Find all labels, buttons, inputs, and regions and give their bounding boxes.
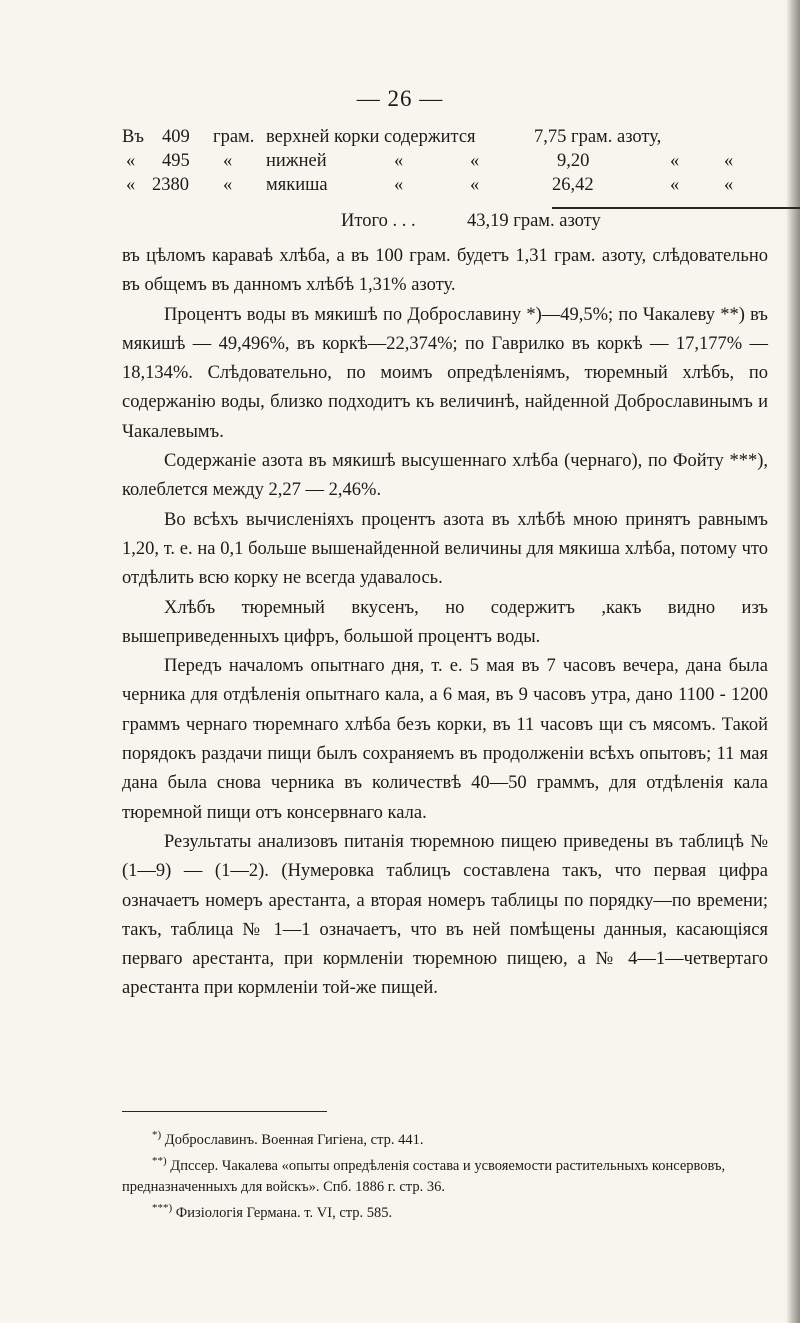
table-cell: « [670,175,680,195]
table-cell: « [470,151,480,171]
page-number: — 26 — [356,86,444,111]
paragraph: Результаты анализовъ питанія тюремною пищею приведены въ таблицѣ № (1—9) — (1—2). (Нумеровка таблицъ составлена такъ, что первая цифра означаетъ номеръ арестанта, а вторая номеръ таблицы по порядку—по времени; такъ, таблица № 1—1 означаетъ, что въ ней помѣщены данныя, касающіяся перваго арестанта, при кормленіи тюремною пищею, а № 4—1—четвертаго арестанта при кормленіи той-же пищей. [122,831,768,999]
table-cell: « [126,151,136,171]
footnotes [122,1125,768,1223]
nitrogen-table [122,127,768,237]
table-cell: 26,42 [552,175,594,195]
table-cell: верхней корки содержится [266,127,476,147]
table-cell: 495 [162,151,190,171]
table-total-row [122,211,768,239]
page-edge-shadow [786,0,800,1323]
footnote [122,1198,768,1224]
table-cell: 409 [162,127,190,147]
table-row [122,175,768,203]
footnote-mark: **) [152,1154,167,1167]
table-cell: 7,75 грам. азоту, [534,127,662,147]
footnote-text: Дпссер. Чакалева «опыты опредѣленія состава и усвояемости растительныхъ консервовъ, предназначенныхъ для войскъ». Спб. 1886 г. стр. 36. [122,1157,726,1195]
table-cell: « [394,151,404,171]
footnote-text: Физіологія Германа. т. VI, стр. 585. [175,1204,393,1221]
footnote-text: Доброславинъ. Военная Гигіена, стр. 441. [164,1131,424,1148]
footnote-mark: *) [152,1129,162,1141]
table-cell: грам. [213,127,255,147]
table-cell: 9,20 [557,151,590,171]
table-cell: 2380 [152,175,189,195]
paragraph: Процентъ воды въ мякишѣ по Доброславину *)—49,5%; по Чакалеву **) въ мякишѣ — 49,496%, въ коркѣ—22,374%; по Гаврилко въ коркѣ — 17,177% — 18,134%. Слѣдовательно, по моимъ опредѣленіямъ, тюремный хлѣбъ, по содержанію воды, близко подходитъ къ величинѣ, найденной Доброславинымъ и Чакалевымъ. [122,304,768,442]
total-value: 43,19 грам. азоту [467,211,601,231]
body-text [122,242,768,1004]
paragraph: Во всѣхъ вычисленіяхъ процентъ азота въ хлѣбѣ мною принятъ равнымъ 1,20, т. е. на 0,1 больше вышенайденной величины для мякиша хлѣба, потому что отдѣлить всю корку не всегда удавалось. [122,509,768,589]
paragraph: Содержаніе азота въ мякишѣ высушеннаго хлѣба (чернаго), по Фойту ***), колеблется между 2,27 — 2,46%. [122,451,768,501]
total-label: Итого . . . [341,211,416,231]
table-cell: « [394,175,404,195]
footnote [122,1151,768,1198]
table-cell: « [724,151,734,171]
footnote [122,1125,768,1151]
paragraph: Передъ началомъ опытнаго дня, т. е. 5 мая въ 7 часовъ вечера, дана была черника для отдѣленія опытнаго кала, а 6 мая, въ 9 часовъ утра, дано 1100 - 1200 граммъ чернаго тюремнаго хлѣба безъ корки, въ 11 часовъ щи съ мясомъ. Такой порядокъ раздачи пищи былъ сохраняемъ въ продолженіи всѣхъ опытовъ; 11 мая дана была снова черника въ количествѣ 40—50 граммъ, для отдѣленія кала тюремной пищи отъ консервнаго кала. [122,656,768,823]
footnote-mark: ***) [152,1201,173,1214]
table-cell: Въ [122,127,144,147]
table-cell: мякиша [266,175,328,195]
table-cell: нижней [266,151,327,171]
table-cell: « [223,151,233,171]
table-cell: « [223,175,233,195]
table-cell: « [126,175,136,195]
paragraph: Хлѣбъ тюремный вкусенъ, но содержитъ ,какъ видно изъ вышеприведенныхъ цифръ, большой процентъ воды. [122,597,768,647]
footnote-rule [122,1111,327,1112]
total-rule [552,207,800,209]
table-cell: « [670,151,680,171]
paragraph: въ цѣломъ караваѣ хлѣба, а въ 100 грам. будетъ 1,31 грам. азоту, слѣдовательно въ общемъ въ данномъ хлѣбѣ 1,31% азоту. [122,246,768,296]
table-cell: « [470,175,480,195]
table-cell: « [724,175,734,195]
